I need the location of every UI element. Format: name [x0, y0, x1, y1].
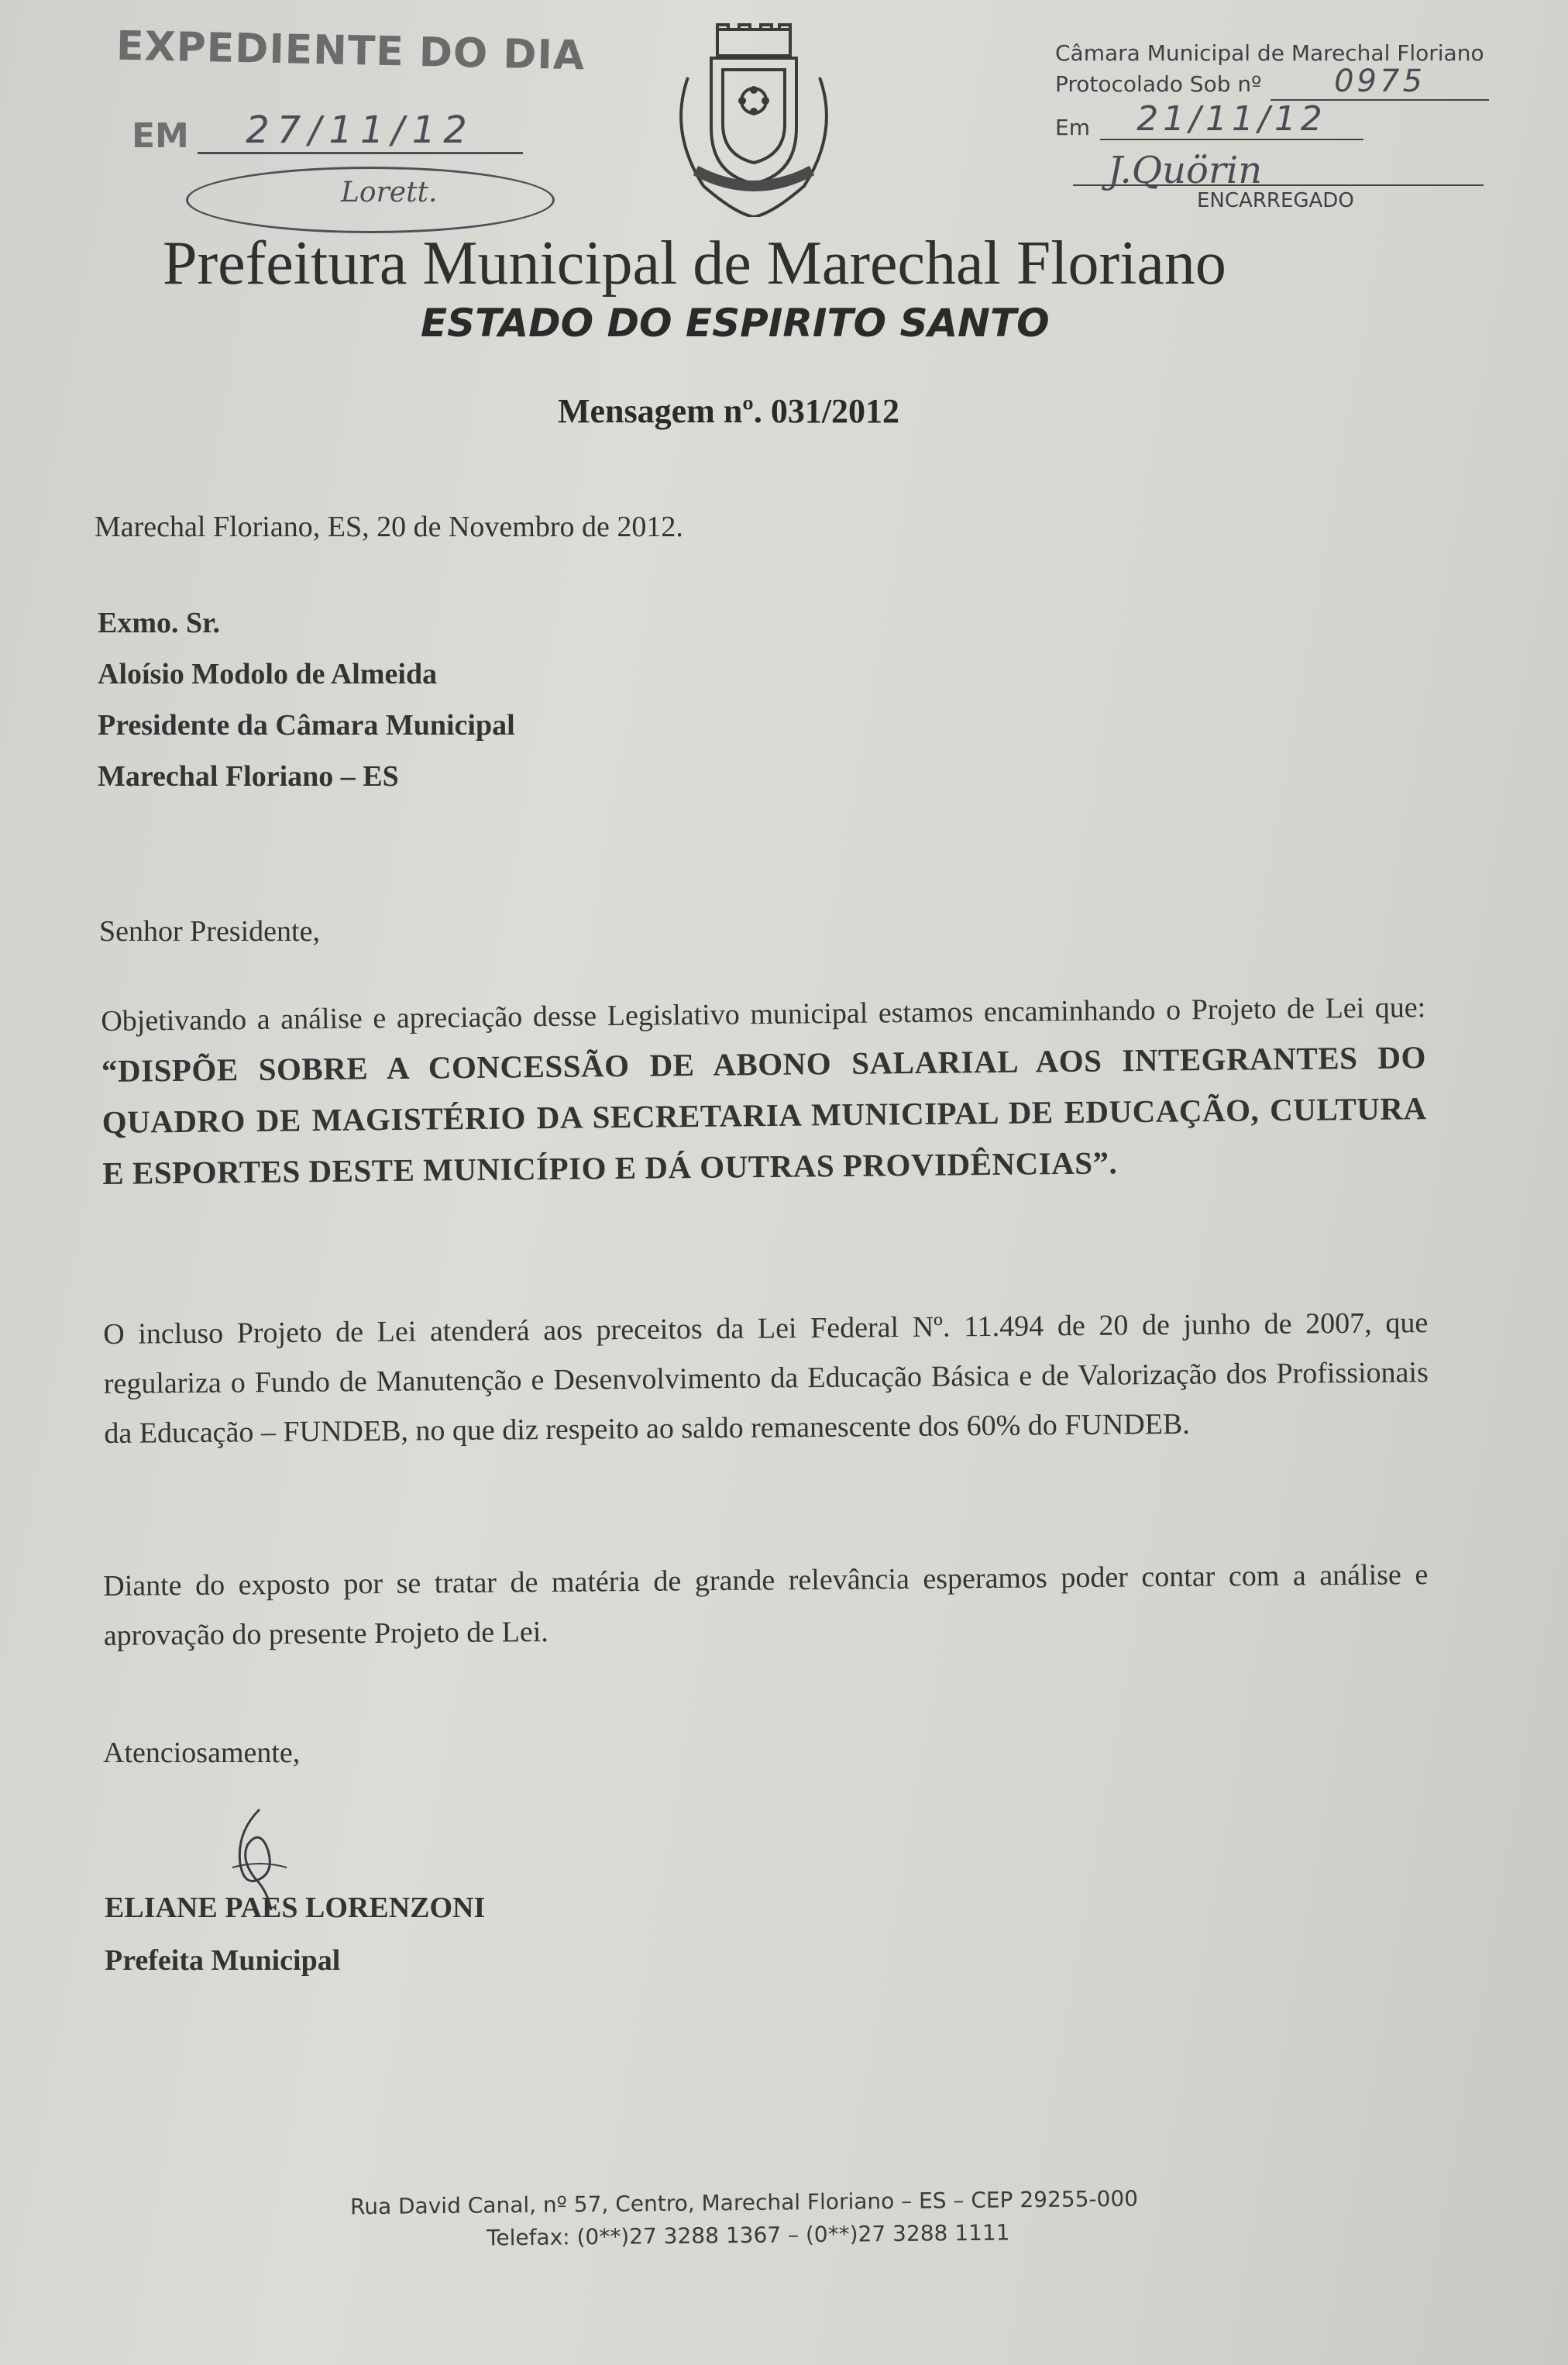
- paragraph-intro-text: Objetivando a análise e apreciação desse Legislativo municipal estamos encaminhando o Projeto de Lei que:: [101, 991, 1426, 1038]
- stamp-em-date: 27/11/12: [198, 108, 523, 154]
- signer-name: ELIANE PAES LORENZONI: [105, 1892, 486, 1924]
- stamp-em-label: EM: [132, 116, 189, 156]
- paragraph-intro: [101, 983, 1428, 1200]
- stamp-encarregado-label: ENCARREGADO: [1197, 189, 1354, 212]
- greeting: Senhor Presidente,: [99, 915, 320, 948]
- state-title: ESTADO DO ESPIRITO SANTO: [421, 301, 1050, 346]
- stamp-protocol-number: 0975: [1271, 64, 1489, 101]
- stamp-camara-name: Câmara Municipal de Marechal Floriano: [1055, 40, 1484, 66]
- municipality-title: Prefeitura Municipal de Marechal Floriano: [163, 229, 1226, 298]
- stamp-expediente-title: EXPEDIENTE DO DIA: [115, 22, 586, 80]
- closing: Atenciosamente,: [103, 1737, 301, 1769]
- recipient-title: Presidente da Câmara Municipal: [98, 709, 515, 742]
- stamp-date-label: Em: [1055, 115, 1090, 140]
- paragraph-legal-basis: O incluso Projeto de Lei atenderá aos preceitos da Lei Federal Nº. 11.494 de 20 de junho de 2007, que regulariza o Fundo de Manutenção e Desenvolvimento da Educação Básica e de Valorização dos Profissionais da Educação – FUNDEB, no que diz respeito ao saldo remanescente dos 60% do FUNDEB.: [103, 1306, 1429, 1450]
- coat-of-arms-icon: [665, 23, 843, 217]
- bill-title: “DISPÕE SOBRE A CONCESSÃO DE ABONO SALARIAL AOS INTEGRANTES DO QUADRO DE MAGISTÉRIO DA SECRETARIA MUNICIPAL DE EDUCAÇÃO, CULTURA E ESPORTES DESTE MUNICÍPIO E DÁ OUTRAS PROVIDÊNCIAS”.: [101, 1039, 1427, 1191]
- stamp-protocol-label: Protocolado Sob nº: [1055, 71, 1262, 97]
- stamp-signature-line: [1073, 184, 1484, 186]
- signer-role: Prefeita Municipal: [105, 1944, 341, 1977]
- recipient-location: Marechal Floriano – ES: [98, 760, 399, 793]
- stamp-protocol-date: 21/11/12: [1100, 99, 1363, 140]
- place-date: Marechal Floriano, ES, 20 de Novembro de 2012.: [95, 511, 683, 543]
- footer-address: Rua David Canal, nº 57, Centro, Marechal Floriano – ES – CEP 29255-000: [349, 2185, 1139, 2220]
- recipient-name: Aloísio Modolo de Almeida: [98, 658, 438, 690]
- stamp-signature: Lorett.: [341, 177, 438, 208]
- paragraph-request: Diante do exposto por se tratar de matéria de grande relevância esperamos poder contar com a análise e aprovação do presente Projeto de Lei.: [103, 1558, 1429, 1652]
- message-number: Mensagem nº. 031/2012: [558, 392, 900, 430]
- stamp-protocol-signature: J.Quörin: [1108, 149, 1263, 192]
- recipient-salutation: Exmo. Sr.: [98, 607, 221, 639]
- footer-phone: Telefax: (0**)27 3288 1367 – (0**)27 3288 1111: [486, 2219, 1010, 2251]
